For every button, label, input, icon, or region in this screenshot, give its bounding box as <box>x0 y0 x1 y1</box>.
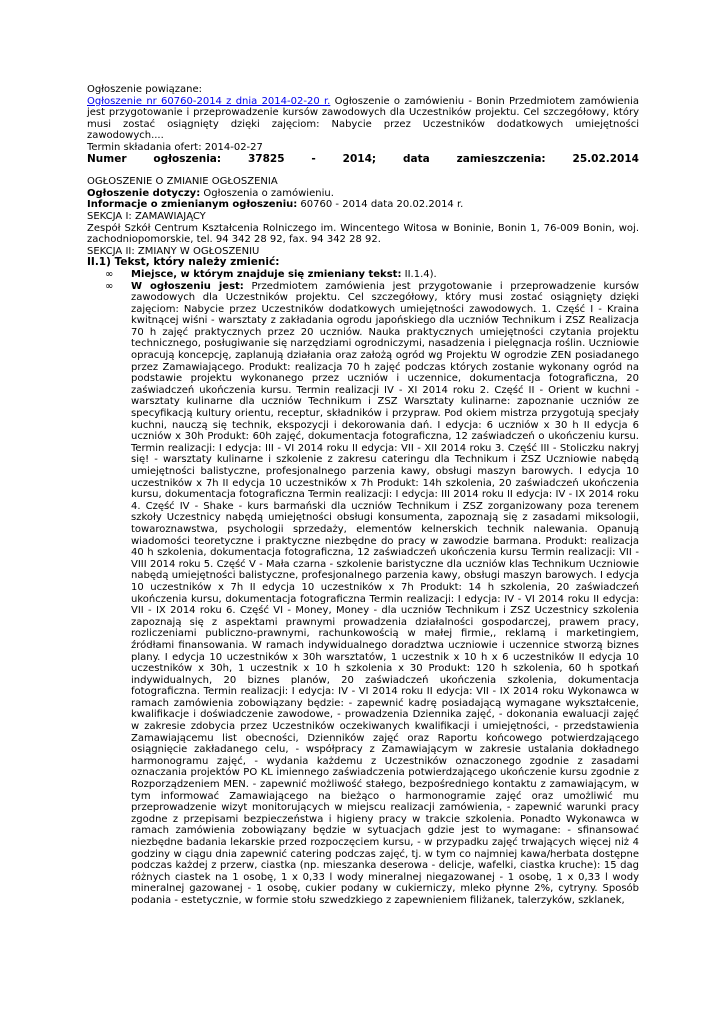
related-notice-block <box>87 96 639 142</box>
notice-number-line <box>87 154 639 166</box>
concerns-line <box>87 188 639 200</box>
info-label: Informacje o zmienianym ogłoszeniu: <box>87 199 298 211</box>
number-part-6: data <box>402 152 430 165</box>
spacer <box>87 165 639 176</box>
in-notice-text: Przedmiotem zamówienia jest przygotowanie i przeprowadzenie kursów zawodowych dla Uczestników projektu. Cel szczegółowy, który musi zostać osiągnięty dzięki zajęciom: Nabycie przez Uczestników dodatkowych umiejętności zawodowych. 1. Część I - Kraina kwitnącej wiśni - warsztaty z zakładania ogrodu japońskiego dla uczniów Technikum i ZSZ Realizacja 70 h zajęć praktycznych przez 20 uczniów. Nauka praktycznych umiejętności czytania projektu technicznego, posługiwanie się narzędziami ogrodniczymi, nasadzenia i pielęgnacja roślin. Uczniowie opracują koncepcję, zaplanują działania oraz założą ogród wg Projektu W ogrodzie ZEN posiadanego przez Zamawiającego. Produkt: realizacja 70 h zajęć podczas których zostanie wykonany ogród na podstawie projektu wykonanego przez uczniów i uczennice, dokumentacja fotograficzna, 20 zaświadczeń ukończenia kursu. Termin realizacji IV - XI 2014 roku 2. Część II - Orient w kuchni - warsztaty kulinarne dla uczniów Technikum i ZSZ Warsztaty kulinarne: zapoznanie uczniów ze specyfikacją kultury orientu, receptur, składników i przypraw. Pod okiem mistrza przygotują specjały kuchni, nauczą się technik, ekspozycji i dekorowania dań. I edycja: 6 uczniów x 30 h II edycja 6 uczniów x 30h Produkt: 60h zajęć, dokumentacja fotograficzna, 12 zaświadczeń o ukończeniu kursu. Termin realizacji: I edycja: III - VI 2014 roku II edycja: VII - XII 2014 roku 3. Część III - Stoliczku nakryj się! - warsztaty kulinarne i szkolenie z zakresu cateringu dla Technikum i ZSZ Uczniowie nabędą umiejętności balistyczne, profesjonalnego parzenia kawy, obsługi maszyn barowych. I edycja 10 uczestników x 7h II edycja 10 uczestników x 7h Produkt: 14h szkolenia, 20 zaświadczeń ukończenia kursu, dokumentacja fotograficzna Termin realizacji: I edycja: III 2014 roku II edycja: IV - IX 2014 roku 4. Część IV - Shake - kurs barmański dla uczniów Technikum i ZSZ zorganizowany poza terenem szkoły Uczestnicy nabędą umiejętności obsługi konsumenta, zapoznają się z zasadami miksologii, towaroznawstwa, psychologii sprzedaży, elementów kelnerskich technik nalewania. Opanują wiadomości teoretyczne i praktyczne niezbędne do pracy w zawodzie barmana. Produkt: realizacja 40 h szkolenia, dokumentacja fotograficzna, 12 zaświadczeń ukończenia kursu Termin realizacji: VII - VIII 2014 roku 5. Część V - Mała czarna - szkolenie baristyczne dla uczniów klas Technikum Uczniowie nabędą umiejętności balistyczne, profesjonalnego parzenia kawy, obsługi maszyn barowych. I edycja 10 uczestników x 7h II edycja 10 uczestników x 7h Produkt: 14 h szkolenia, 20 zaświadczeń ukończenia kursu, dokumentacja fotograficzna Termin realizacji: I edycja: IV - VI 2014 roku II edycja: VII - IX 2014 roku 6. Część VI - Money, Money - dla uczniów Technikum i ZSZ Uczestnicy szkolenia zapoznają się z aspektami prawnymi prowadzenia działalności gospodarczej, prawem pracy, rozliczeniami publiczno-prawnymi, rachunkowością w małej firmie,, reklamą i marketingiem, źródłami finansowania. W ramach indywidualnego doradztwa uczniowie i uczennice stworzą biznes plany. I edycja 10 uczestników x 30h warsztatów, 1 uczestnik x 10 h x 6 uczestników II edycja 10 uczestników x 30h, 1 uczestnik x 10 h szkolenia x 30 Produkt: 120 h szkolenia, 60 h spotkań indywidualnych, 20 biznes planów, 20 zaświadczeń ukończenia szkolenia, dokumentacja fotograficzna. Termin realizacji: I edycja: IV - VI 2014 roku II edycja: VII - IX 2014 roku Wykonawca w ramach zamówienia zobowiązany będzie: - zapewnić kadrę posiadającą wymagane wykształcenie, kwalifikacje i doświadczenie zawodowe, - prowadzenia Dziennika zajęć, - dokonania ewaluacji zajęć w zakresie zdobycia przez Uczestników oczekiwanych kwalifikacji i umiejętności, - przedstawienia Zamawiającemu list obecności, Dzienników zajęć oraz Raportu końcowego potwierdzającego osiągnięcie zakładanego celu, - współpracy z Zamawiającym w zakresie ustalania dokładnego harmonogramu zajęć, - wydania każdemu z Uczestników oznaczonego zgodnie z zasadami oznaczania projektów PO KL imiennego zaświadczenia potwierdzającego ukończenie kursu zgodnie z Rozporządzeniem MEN. - zapewnić możliwość stałego, bezpośredniego kontaktu z zamawiającym, w tym informować Zamawiającego na bieżąco o harmonogramie zajęć oraz umożliwić mu przeprowadzenie wizyt monitorujących w miejscu realizacji zamówienia, - zapewnić warunki pracy zgodne z przepisami bezpieczeństwa i higieny pracy w trakcie szkolenia. Ponadto Wykonawca w ramach zamówienia zobowiązany będzie w sytuacjach gdzie jest to wymagane: - sfinansować niezbędne badania lekarskie przed rozpoczęciem kursu, - w przypadku zajęć trwających więcej niż 4 godziny w ciągu dnia zapewnić catering podczas zajęć, tj. w tym co najmniej kawa/herbata dostępne podczas każdej z przerw, ciastka (np. mieszanka deserowa - delicje, wafelki, ciastka kruche): 15 dag różnych ciastek na 1 osobę, 1 x 0,33 l wody mineralnej niegazowanej - 1 osobę, 1 x 0,33 l wody mineralnej gazowanej - 1 osobę, cukier podany w cukierniczy, mleko płynne 2%, cytryny. Sposób podania - estetycznie, w formie stołu szwedzkiego z zapewnieniem filiżanek, talerzyków, szklanek, <box>131 280 639 906</box>
place-bullet-item <box>87 269 639 281</box>
number-part-3: 37825 <box>247 152 285 165</box>
concerns-label: Ogłoszenie dotyczy: <box>87 187 201 199</box>
in-notice-bullet-item <box>87 281 639 907</box>
section-2-heading: SEKCJA II: ZMIANY W OGŁOSZENIU <box>87 245 260 257</box>
number-part-7: zamieszczenia: <box>456 152 546 165</box>
related-notice-link[interactable]: Ogłoszenie nr 60760-2014 z dnia 2014-02-20 r. <box>87 95 331 107</box>
number-part-8: 25.02.2014 <box>572 152 639 165</box>
info-line <box>87 199 639 211</box>
number-part-1: Numer <box>87 152 127 165</box>
info-value: 60760 - 2014 data 20.02.2014 r. <box>297 199 464 211</box>
number-part-5: 2014; <box>342 152 377 165</box>
change-heading: II.1) Tekst, który należy zmienić: <box>87 256 280 269</box>
orderer-details: Zespół Szkół Centrum Kształcenia Rolniczego im. Wincentego Witosa w Boninie, Bonin 1, 76-009 Bonin, woj. zachodniopomorskie, tel. 94 342 28 92, fax. 94 342 28 92. <box>87 222 639 246</box>
place-label: Miejsce, w którym znajduje się zmieniany tekst: <box>131 268 402 280</box>
related-notice-label: Ogłoszenie powiązane: <box>87 84 203 95</box>
related-notice-text: Ogłoszenie o zamówieniu - Bonin Przedmiotem zamówienia jest przygotowanie i przeprowadzenie kursów zawodowych dla Uczestników projektu. Cel szczegółowy, który musi zostać osiągnięty dzięki zajęciom: Nabycie przez Uczestników dodatkowych umiejętności zawodowych.... <box>87 95 639 142</box>
place-value: II.1.4). <box>401 268 437 280</box>
infinity-bullet-icon: ∞ <box>105 268 114 280</box>
concerns-value: Ogłoszenia o zamówieniu. <box>200 187 334 199</box>
document-page <box>87 84 639 907</box>
infinity-bullet-icon: ∞ <box>105 280 114 292</box>
section-1-heading: SEKCJA I: ZAMAWIAJĄCY <box>87 210 206 222</box>
offer-deadline: Termin składania ofert: 2014-02-27 <box>87 141 263 153</box>
number-part-2: ogłoszenia: <box>153 152 222 165</box>
number-part-4: - <box>311 152 316 165</box>
in-notice-label: W ogłoszeniu jest: <box>131 280 244 292</box>
notice-title: OGŁOSZENIE O ZMIANIE OGŁOSZENIA <box>87 176 278 188</box>
